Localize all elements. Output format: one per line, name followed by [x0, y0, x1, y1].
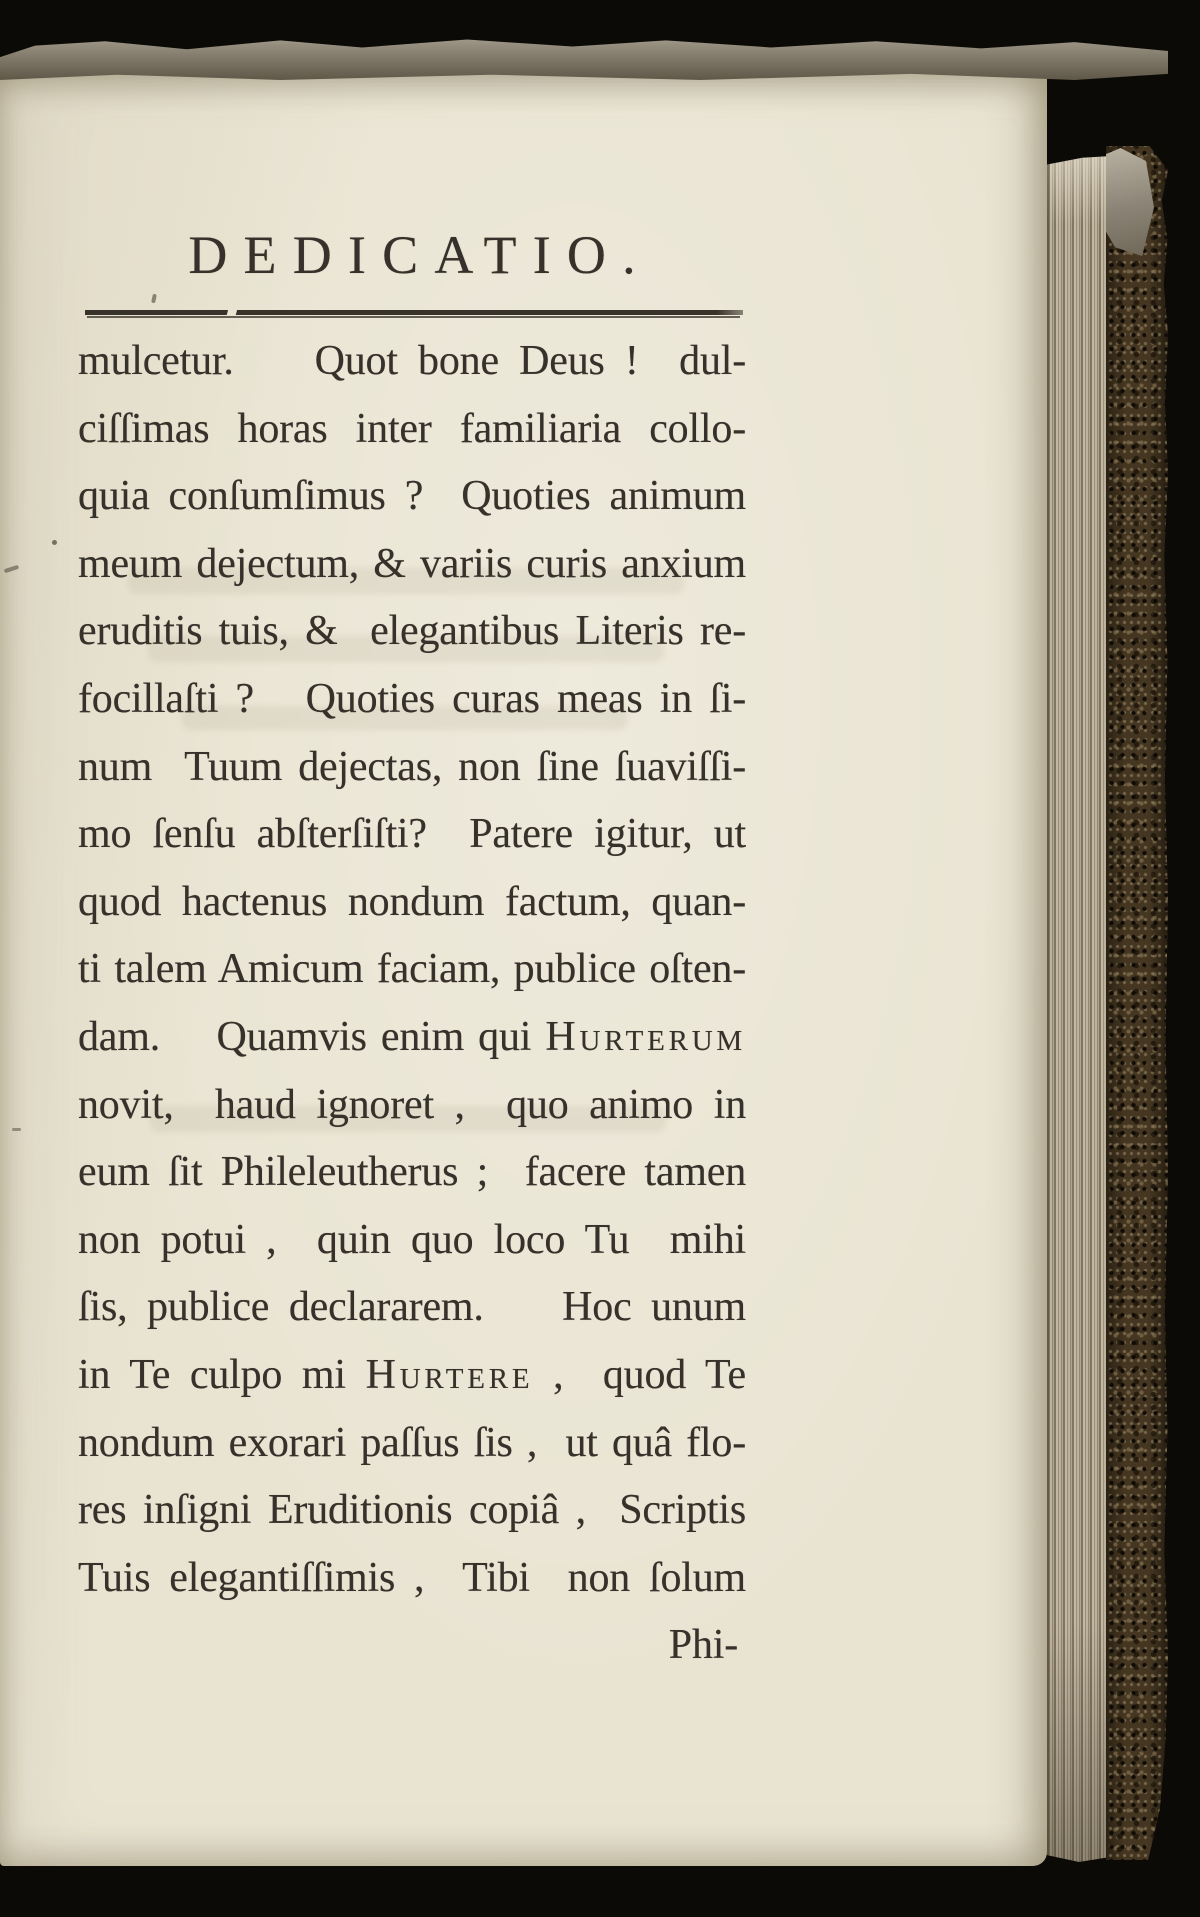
text-segment: eruditis tuis, & elegantibus Literis re- [78, 608, 746, 655]
text-line [78, 1477, 746, 1545]
text-segment: ciſſimas horas inter familiaria collo- [78, 405, 746, 452]
cover-corner-chip [1100, 148, 1154, 256]
text-segment: focillaſti ? Quoties curas meas in ſi- [78, 675, 746, 722]
rule-break [225, 308, 237, 320]
catchword-line [78, 1612, 746, 1680]
text-line [78, 463, 746, 531]
heading-rule [85, 310, 743, 315]
text-segment: quod hactenus nondum factum, quan- [78, 878, 746, 925]
book-page [0, 70, 1047, 1866]
text-segment: ti talem Amicum faciam, publice oſten- [78, 946, 746, 993]
text-line [78, 666, 746, 734]
text-segment: Phi- [668, 1622, 738, 1669]
text-segment: novit, haud ignoret , quo animo in [78, 1081, 746, 1128]
text-line [78, 328, 746, 396]
paper-speck [52, 540, 57, 545]
text-line [78, 936, 746, 1004]
text-line [78, 1545, 746, 1613]
page-stack-fore-edge [1047, 156, 1111, 1862]
text-segment: res inſigni Eruditionis copiâ , Scriptis [78, 1487, 746, 1534]
text-line [78, 1139, 746, 1207]
text-segment: in Te culpo mi [78, 1351, 366, 1398]
text-segment: Tuis elegantiſſimis , Tibi non ſolum [78, 1554, 746, 1601]
text-line [78, 801, 746, 869]
book-cover-edge [1106, 146, 1168, 1860]
text-line [78, 1072, 746, 1140]
text-segment: nondum exorari paſſus ſis , ut quâ flo- [78, 1419, 746, 1466]
text-line [78, 1274, 746, 1342]
text-line [78, 734, 746, 802]
text-line [78, 396, 746, 464]
text-line [78, 869, 746, 937]
text-line [78, 531, 746, 599]
paper-speck [4, 565, 20, 573]
text-line [78, 598, 746, 666]
text-segment: eum ſit Phileleutherus ; facere tamen [78, 1149, 746, 1196]
text-segment: mulcetur. Quot bone Deus ! dul- [78, 338, 746, 384]
small-caps-name: Hurtere [365, 1351, 534, 1398]
text-segment: ſis, publice declararem. Hoc unum [78, 1284, 746, 1331]
text-line [78, 1207, 746, 1275]
text-segment: non potui , quin quo loco Tu mihi [78, 1216, 746, 1263]
text-segment: dam. Quamvis enim qui [78, 1013, 546, 1060]
text-line [78, 1410, 746, 1478]
page-heading: DEDICATIO. [188, 225, 652, 285]
text-line [78, 1342, 746, 1410]
book-top-edge [0, 36, 1168, 80]
text-segment: , quod Te [533, 1351, 746, 1398]
text-segment: mo ſenſu abſterſiſti? Patere igitur, ut [78, 811, 746, 858]
text-segment: meum dejectum, & variis curis anxium [78, 540, 746, 587]
text-line [78, 1004, 746, 1072]
paper-speck [151, 294, 157, 304]
paper-speck [12, 1128, 21, 1131]
text-segment: num Tuum dejectas, non ſine ſuaviſſi- [78, 743, 746, 790]
text-segment: quia conſumſimus ? Quoties animum [78, 473, 746, 520]
small-caps-name: Hurterum [545, 1013, 746, 1060]
text-block [78, 328, 746, 1680]
